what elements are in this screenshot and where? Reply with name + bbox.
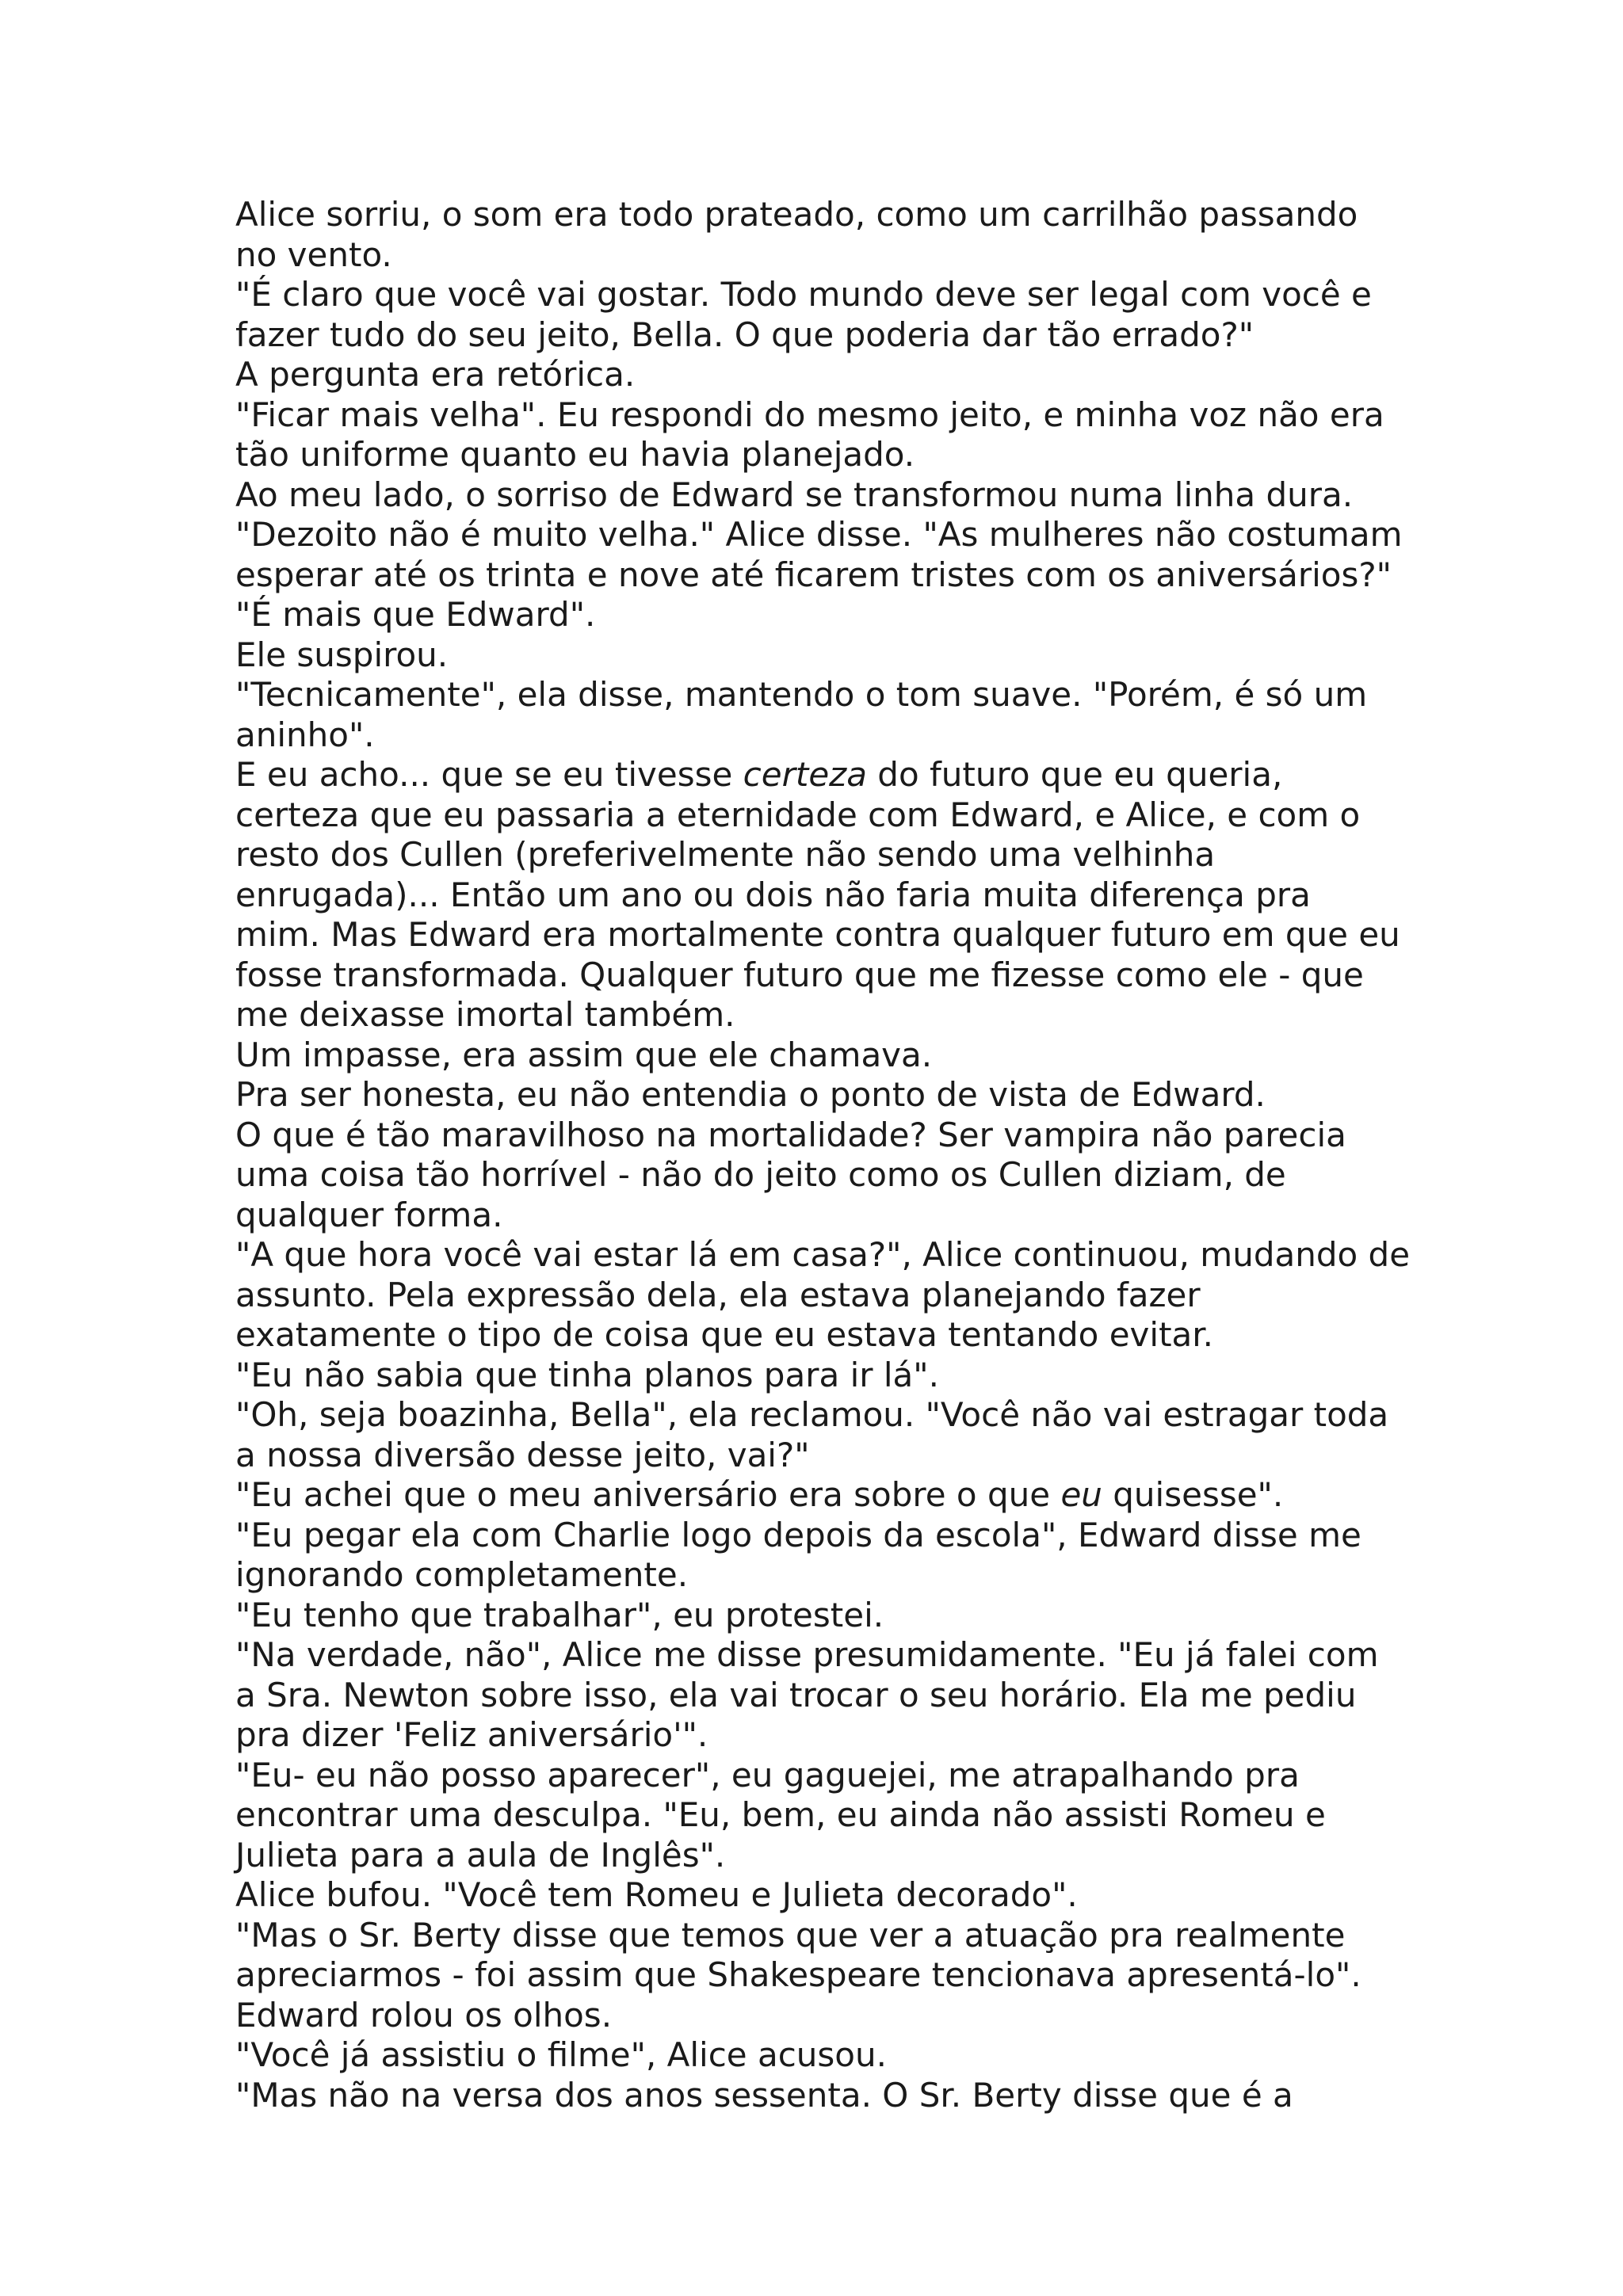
text-line: me deixasse imortal também.	[235, 995, 735, 1034]
text-line: "Eu tenho que trabalhar", eu protestei.	[235, 1595, 884, 1634]
text-line: no vento.	[235, 235, 392, 274]
text-line: aninho".	[235, 715, 375, 754]
text-line: "Mas não na versa dos anos sessenta. O Sr. Berty disse que é a	[235, 2075, 1293, 2115]
text-line: assunto. Pela expressão dela, ela estava planejando fazer	[235, 1275, 1201, 1314]
text-line: ignorando completamente.	[235, 1555, 689, 1594]
text-line: exatamente o tipo de coisa que eu estava tentando evitar.	[235, 1315, 1214, 1354]
text-line: "Você já assistiu o filme", Alice acusou.	[235, 2035, 887, 2074]
emphasized-word: certeza	[743, 755, 867, 794]
text-line: fazer tudo do seu jeito, Bella. O que poderia dar tão errado?"	[235, 315, 1254, 354]
text-line: "Na verdade, não", Alice me disse presumidamente. "Eu já falei com	[235, 1635, 1379, 1674]
text-line	[235, 1475, 1424, 1516]
text-line: tão uniforme quanto eu havia planejado.	[235, 435, 915, 474]
text-line: fosse transformada. Qualquer futuro que me fizesse como ele - que	[235, 955, 1364, 994]
text-line: pra dizer 'Feliz aniversário'".	[235, 1715, 708, 1754]
text-line: O que é tão maravilhoso na mortalidade? Ser vampira não parecia	[235, 1115, 1346, 1154]
text-line: uma coisa tão horrível - não do jeito como os Cullen diziam, de	[235, 1155, 1286, 1194]
text-line: A pergunta era retórica.	[235, 355, 636, 394]
text-line: Um impasse, era assim que ele chamava.	[235, 1035, 933, 1074]
text-line: Alice sorriu, o som era todo prateado, como um carrilhão passando	[235, 195, 1358, 234]
text-line: "Dezoito não é muito velha." Alice disse. "As mulheres não costumam	[235, 515, 1403, 554]
text-run: "Eu achei que o meu aniversário era sobre o que	[235, 1475, 1061, 1514]
text-line: qualquer forma.	[235, 1195, 503, 1234]
text-line: Edward rolou os olhos.	[235, 1995, 613, 2035]
text-line: "Mas o Sr. Berty disse que temos que ver a atuação pra realmente	[235, 1915, 1346, 1955]
text-line: "Eu pegar ela com Charlie logo depois da escola", Edward disse me	[235, 1515, 1361, 1554]
text-line: enrugada)... Então um ano ou dois não faria muita diferença pra	[235, 875, 1311, 914]
text-line: "É claro que você vai gostar. Todo mundo deve ser legal com você e	[235, 275, 1372, 314]
text-line: Ao meu lado, o sorriso de Edward se transformou numa linha dura.	[235, 475, 1354, 514]
text-line: "Eu não sabia que tinha planos para ir lá".	[235, 1355, 939, 1394]
text-line: Pra ser honesta, eu não entendia o ponto de vista de Edward.	[235, 1075, 1266, 1114]
text-run: do futuro que eu queria,	[866, 755, 1283, 794]
text-line: encontrar uma desculpa. "Eu, bem, eu ainda não assisti Romeu e	[235, 1795, 1326, 1834]
text-line	[235, 755, 1424, 795]
text-line: "Tecnicamente", ela disse, mantendo o tom suave. "Porém, é só um	[235, 675, 1368, 714]
text-run: E eu acho... que se eu tivesse	[235, 755, 743, 794]
text-line: certeza que eu passaria a eternidade com Edward, e Alice, e com o	[235, 795, 1361, 834]
text-line: "Oh, seja boazinha, Bella", ela reclamou. "Você não vai estragar toda	[235, 1395, 1389, 1434]
text-line: apreciarmos - foi assim que Shakespeare tencionava apresentá-lo".	[235, 1955, 1361, 1994]
text-line: a nossa diversão desse jeito, vai?"	[235, 1435, 810, 1474]
text-line: resto dos Cullen (preferivelmente não sendo uma velhinha	[235, 835, 1216, 874]
document-body-text	[235, 195, 1424, 2115]
text-line: esperar até os trinta e nove até ficarem tristes com os aniversários?"	[235, 555, 1392, 594]
text-line: "A que hora você vai estar lá em casa?", Alice continuou, mudando de	[235, 1235, 1411, 1274]
emphasized-word: eu	[1060, 1475, 1102, 1514]
text-line: a Sra. Newton sobre isso, ela vai trocar o seu horário. Ela me pediu	[235, 1675, 1357, 1714]
text-line: "Eu- eu não posso aparecer", eu gaguejei, me atrapalhando pra	[235, 1755, 1300, 1794]
text-line: "Ficar mais velha". Eu respondi do mesmo jeito, e minha voz não era	[235, 395, 1384, 434]
text-line: Ele suspirou.	[235, 635, 449, 674]
text-line: "É mais que Edward".	[235, 595, 596, 634]
text-run: quisesse".	[1102, 1475, 1284, 1514]
text-line: Alice bufou. "Você tem Romeu e Julieta decorado".	[235, 1875, 1078, 1914]
text-line: Julieta para a aula de Inglês".	[235, 1835, 726, 1875]
text-line: mim. Mas Edward era mortalmente contra qualquer futuro em que eu	[235, 915, 1400, 954]
